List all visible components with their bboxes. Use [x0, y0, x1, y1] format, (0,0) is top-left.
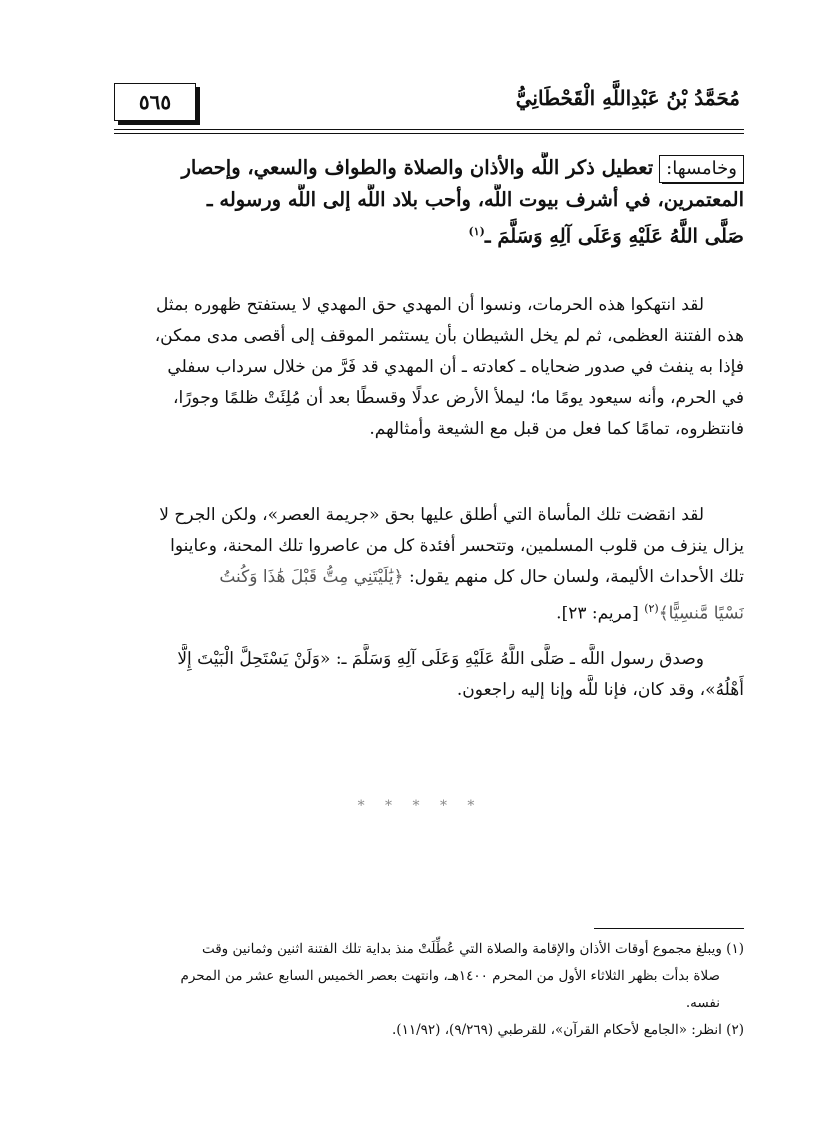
footnote-2: (٢) انظر: «الجامع لأحكام القرآن»، للقرطبي (٩/٢٦٩)، (١١/٩٢).: [392, 1022, 744, 1038]
para2-line-4: [110, 593, 744, 630]
lead-line-3: [110, 216, 744, 253]
para1-line-3: فإذا به ينفث في صدور ضحاياه ـ كعادته ـ أن المهدي قد فَرَّ من خلال سرداب سفلي: [167, 357, 744, 377]
para2-line-3: [110, 562, 744, 593]
section-separator-stars: * * * * *: [357, 798, 483, 814]
footnote-1-line-2: صلاة بدأت بظهر الثلاثاء الأول من المحرم ١٤٠٠هـ، وانتهت بعصر الخميس السابع عشر من المحرم: [180, 968, 720, 984]
lead-line-1-text: تعطيل ذكر اللَّه والأذان والصلاة والطواف والسعي، وإحصار: [181, 156, 654, 179]
lead-line-2: المعتمرين، في أشرف بيوت اللَّه، وأحب بلاد اللَّه إلى اللَّه ورسوله ـ: [206, 188, 744, 211]
footnote-1-line-1: (١) ويبلغ مجموع أوقات الأذان والإقامة والصلاة التي عُطِّلَتْ منذ بداية تلك الفتنة اثنين وثمانين وقت: [201, 941, 744, 957]
paragraph-2: [110, 500, 744, 630]
footnotes: [110, 936, 744, 1044]
verse-citation: [مريم: ٢٣].: [556, 603, 639, 624]
running-header-title: مُحَمَّدُ بْنُ عَبْدِاللَّهِ الْقَحْطَانِيُّ: [515, 86, 740, 110]
footnote-rule: [594, 928, 744, 929]
paragraph-1: [110, 290, 744, 445]
paragraph-3: [110, 644, 744, 706]
para1-line-5: فانتظروه، تمامًا كما فعل من قبل مع الشيعة وأمثالهم.: [369, 419, 744, 439]
para2-line-1: لقد انقضت تلك المأساة التي أطلق عليها بحق «جريمة العصر»، ولكن الجرح لا: [159, 505, 704, 525]
para1-line-2: هذه الفتنة العظمى، ثم لم يخل الشيطان بأن يستثمر الموقف إلى أقصى مدى ممكن،: [154, 326, 744, 346]
lead-line-3-text: صَلَّى اللَّهُ عَلَيْهِ وَعَلَى آلِهِ وَسَلَّمَ ـ: [484, 224, 744, 248]
para2-line-2: يزال ينزف من قلوب المسلمين، وتتحسر أفئدة كل من عاصروا تلك المحنة، وعاينوا: [170, 536, 744, 556]
para1-line-1: لقد انتهكوا هذه الحرمات، ونسوا أن المهدي حق المهدي لا يستفتح ظهوره بمثل: [155, 295, 704, 315]
quran-verse-start: ﴿يَٰلَيْتَنِي مِتُّ قَبْلَ هَٰذَا وَكُنتُ: [219, 567, 404, 587]
footnote-ref-1: (١): [468, 225, 485, 238]
page-number: ٥٦٥: [138, 90, 172, 114]
lead-line-1: [110, 152, 744, 184]
page-number-box: [114, 83, 196, 121]
para3-line-1: وصدق رسول اللَّه ـ صَلَّى اللَّهُ عَلَيْهِ وَعَلَى آلِهِ وَسَلَّمَ ـ: «وَلَنْ يَسْتَحِلَّ الْبَيْتَ إِلَّا: [177, 649, 704, 669]
footnote-ref-2: (٢): [644, 602, 659, 615]
section-label: وخامسها:: [659, 155, 744, 183]
para3-line-2: أَهْلُهُ»، وقد كان، فإنا للَّه وإنا إليه راجعون.: [456, 680, 744, 700]
quran-verse-end: نَسْيًا مَّنسِيًّا﴾: [658, 603, 744, 624]
para2-line-3-text: تلك الأحداث الأليمة، ولسان حال كل منهم يقول:: [408, 567, 744, 587]
header-rule: [114, 129, 744, 130]
lead-paragraph: [110, 152, 744, 253]
header-rule-thin: [114, 133, 744, 134]
footnote-1-line-3: نفسه.: [685, 995, 720, 1011]
para1-line-4: في الحرم، وأنه سيعود يومًا ما؛ ليملأ الأرض عدلًا وقسطًا بعد أن مُلِئَتْ ظلمًا وجورًا،: [173, 388, 744, 408]
